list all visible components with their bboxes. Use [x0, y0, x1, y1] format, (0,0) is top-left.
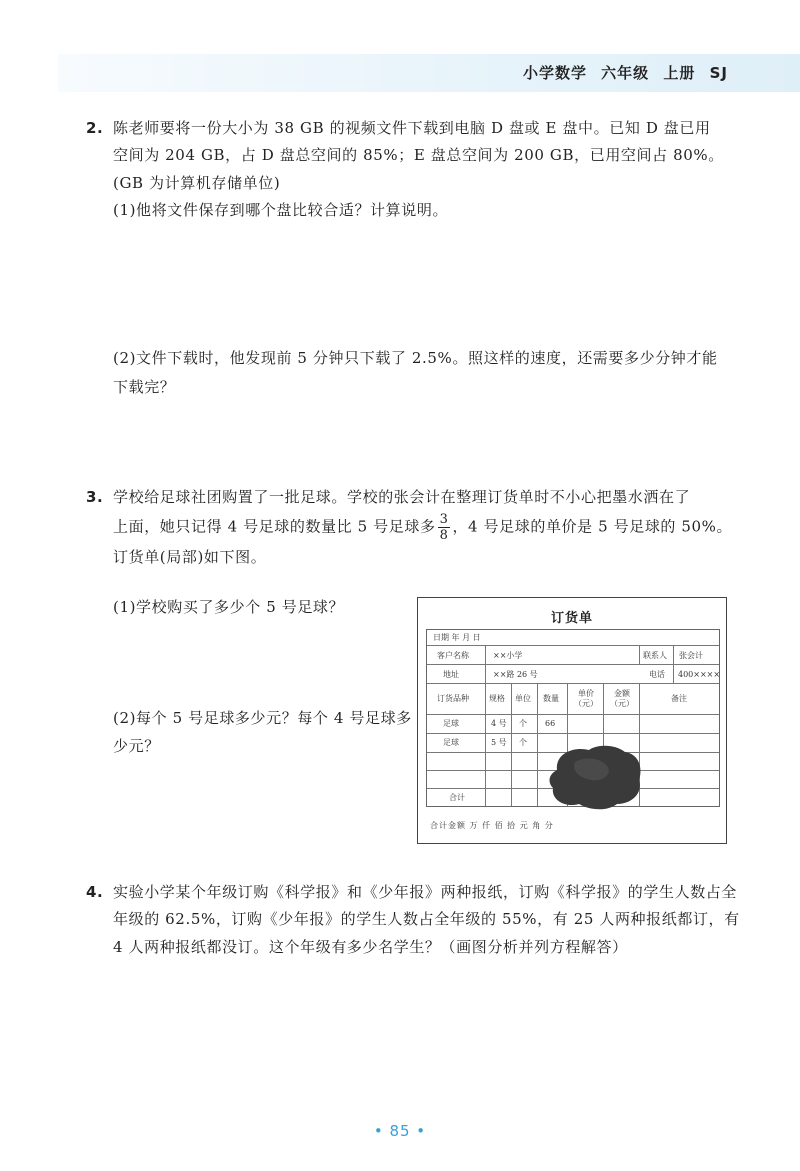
question-4 [86, 881, 740, 959]
question-text-line: 空间为 204 GB，占 D 盘总空间的 85%；E 盘总空间为 200 GB，已用空间占 80%。 [113, 146, 724, 165]
question-text: ，4 号足球的单价是 5 号足球的 50%。 [452, 517, 733, 536]
fraction-numerator: 3 [439, 512, 449, 528]
column-header: 订货品种 [437, 694, 469, 703]
table-rule [639, 645, 640, 664]
table-rule [427, 683, 719, 684]
form-value: ××路 26 号 [493, 670, 538, 679]
question-text-line: 4 人两种报纸都没订。这个年级有多少名学生？（画图分析并列方程解答） [113, 937, 628, 956]
order-form [417, 597, 727, 844]
table-cell: 4 号 [491, 719, 507, 728]
table-cell: 66 [545, 719, 556, 728]
question-3-part-1: (1)学校购买了多少个 5 号足球？ [113, 598, 345, 616]
table-cell: 个 [519, 719, 527, 728]
question-number: 2. [86, 119, 104, 137]
question-number: 3. [86, 488, 104, 506]
question-text-line: (2)文件下载时，他发现前 5 分钟只下载了 2.5%。照这样的速度，还需要多少分钟才能 [113, 349, 718, 367]
column-header: 备注 [671, 694, 687, 703]
question-text-line: 学校给足球社团购置了一批足球。学校的张会计在整理订货单时不小心把墨水洒在了 [113, 488, 691, 506]
form-value: 张会计 [679, 651, 703, 660]
question-text-line: 少元？ [113, 737, 160, 756]
table-cell: 个 [519, 738, 527, 747]
column-header: 规格 [489, 694, 505, 703]
question-text-line: 年级的 62.5%，订购《少年报》的学生人数占全年级的 55%，有 25 人两种报纸都订，有 [113, 910, 740, 929]
question-text-line: 实验小学某个年级订购《科学报》和《少年报》两种报纸，订购《科学报》的学生人数占全 [113, 883, 738, 901]
column-header: 单位 [515, 694, 531, 703]
table-rule [673, 664, 674, 683]
question-3 [86, 486, 733, 570]
question-text: 上面，她只记得 4 号足球的数量比 5 号足球多 [113, 517, 436, 536]
order-form-table [426, 629, 720, 807]
question-text-line: 下载完？ [113, 378, 176, 397]
table-rule [427, 664, 719, 665]
order-form-title: 订货单 [550, 611, 593, 626]
column-header: 数量 [543, 694, 559, 703]
question-3-part-2 [113, 707, 412, 759]
fraction [438, 513, 451, 542]
form-label: 联系人 [643, 651, 667, 660]
question-text-line [113, 513, 732, 542]
form-label: 地址 [443, 670, 459, 679]
table-rule [511, 683, 512, 806]
question-text-line: 陈老师要将一份大小为 38 GB 的视频文件下载到电脑 D 盘或 E 盘中。已知 D 盘已用 [113, 119, 711, 137]
table-rule [673, 645, 674, 664]
ink-blot-image [545, 742, 645, 812]
form-date: 日期 年 月 日 [433, 633, 481, 642]
form-label: 电话 [649, 670, 665, 679]
question-text-line: (GB 为计算机存储单位) [113, 173, 281, 192]
question-text-line: 订货单(局部)如下图。 [113, 548, 267, 567]
question-2-part-2 [113, 347, 718, 400]
table-rule [485, 645, 486, 683]
form-value: 400×××× [678, 670, 721, 679]
question-text-line: (2)每个 5 号足球多少元？每个 4 号足球多 [113, 709, 412, 727]
fraction-denominator: 8 [439, 528, 449, 544]
order-form-footer: 合计金额 万 仟 佰 拾 元 角 分 [430, 821, 554, 830]
form-value: ××小学 [493, 651, 523, 660]
table-cell: 足球 [443, 719, 459, 728]
column-header: 单价（元） [574, 689, 598, 709]
table-cell: 足球 [443, 738, 459, 747]
page-number: • 85 • [373, 1122, 427, 1140]
table-rule [427, 645, 719, 646]
question-text-line: (1)他将文件保存到哪个盘比较合适？计算说明。 [113, 200, 449, 219]
table-rule [427, 733, 719, 734]
table-rule [485, 683, 486, 806]
table-rule [427, 714, 719, 715]
total-label: 合计 [449, 793, 465, 802]
page-header: 小学数学 六年级 上册 SJ [522, 64, 728, 82]
question-number: 4. [86, 883, 104, 901]
table-rule [537, 683, 538, 806]
form-label: 客户名称 [437, 651, 469, 660]
table-cell: 5 号 [491, 738, 507, 747]
column-header: 金额（元） [610, 689, 634, 709]
question-2 [86, 117, 724, 222]
